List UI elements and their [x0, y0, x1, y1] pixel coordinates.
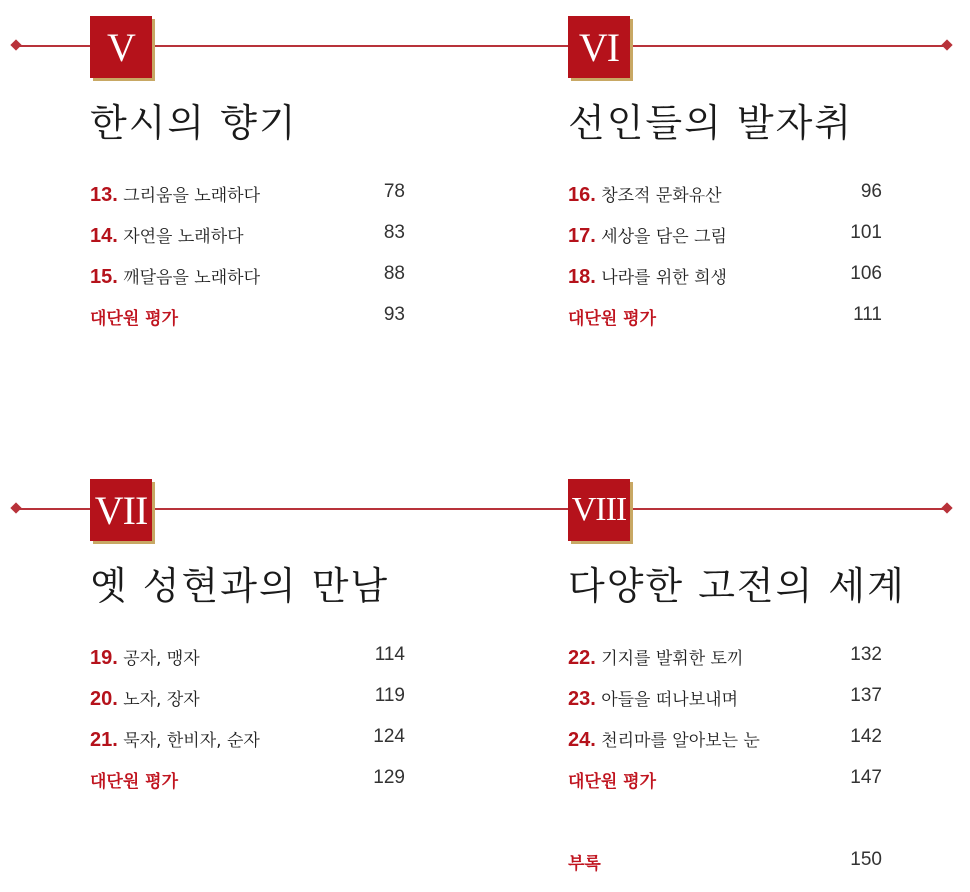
section-numeral-badge: V [90, 16, 152, 78]
entry-number: 19. [90, 647, 118, 669]
entry-number: 18. [568, 266, 596, 288]
entry-label: 자연을 노래하다 [117, 227, 244, 247]
section-rule [16, 508, 476, 510]
entry-number: 22. [568, 647, 596, 669]
entry-number: 21. [90, 729, 118, 751]
entry-number: 17. [568, 225, 596, 247]
entry-page: 83 [383, 222, 405, 243]
entry-page: 147 [850, 767, 882, 788]
toc-entry[interactable] [90, 257, 405, 298]
entry-label: 천리마를 알아보는 눈 [595, 731, 760, 751]
appendix-page: 150 [850, 849, 882, 870]
entry-page: 96 [860, 181, 882, 202]
toc-list [90, 638, 405, 802]
rule-right-diamond [941, 502, 952, 513]
entry-label: 공자, 맹자 [117, 649, 200, 669]
toc-entry[interactable] [90, 175, 405, 216]
section-rule [476, 45, 950, 47]
section-rule [16, 45, 476, 47]
entry-number: 16. [568, 184, 596, 206]
entry-page: 132 [850, 644, 882, 665]
entry-page: 129 [373, 767, 405, 788]
entry-number: 24. [568, 729, 596, 751]
entry-label: 그리움을 노래하다 [117, 186, 260, 206]
toc-entry[interactable] [90, 679, 405, 720]
toc-entry[interactable] [90, 720, 405, 761]
entry-label: 대단원 평가 [90, 772, 179, 792]
section-5 [0, 0, 470, 420]
entry-label: 창조적 문화유산 [595, 186, 722, 206]
toc-entry[interactable] [568, 216, 883, 257]
entry-number: 23. [568, 688, 596, 710]
entry-number: 15. [90, 266, 118, 288]
toc-entry[interactable] [568, 720, 883, 761]
entry-page: 78 [383, 181, 405, 202]
entry-label: 묵자, 한비자, 순자 [117, 731, 260, 751]
section-title: 옛 성현과의 만남 [90, 564, 390, 608]
toc-entry-review[interactable] [568, 761, 883, 802]
entry-number: 20. [90, 688, 118, 710]
entry-page: 106 [850, 263, 882, 284]
toc-entry[interactable] [568, 175, 883, 216]
entry-label: 아들을 떠나보내며 [595, 690, 738, 710]
toc-entry[interactable] [90, 216, 405, 257]
toc-list [568, 175, 883, 339]
toc-entry[interactable] [568, 679, 883, 720]
toc-entry-review[interactable] [90, 761, 405, 802]
section-title: 다양한 고전의 세계 [568, 564, 906, 608]
appendix-label: 부록 [568, 854, 601, 874]
toc-entry[interactable] [90, 638, 405, 679]
entry-page: 93 [383, 304, 405, 325]
toc-list [568, 638, 883, 884]
section-8 [476, 463, 946, 883]
entry-number: 13. [90, 184, 118, 206]
toc-entry-review[interactable] [568, 298, 883, 339]
entry-page: 142 [850, 726, 882, 747]
entry-page: 111 [853, 304, 882, 325]
entry-page: 137 [850, 685, 882, 706]
toc-entry-review[interactable] [90, 298, 405, 339]
rule-right-diamond [941, 39, 952, 50]
toc-entry-appendix[interactable] [568, 843, 883, 884]
section-title: 선인들의 발자취 [568, 101, 854, 145]
entry-page: 119 [374, 685, 405, 706]
section-rule [476, 508, 950, 510]
entry-label: 기지를 발휘한 토끼 [595, 649, 744, 669]
entry-label: 대단원 평가 [90, 309, 179, 329]
section-title: 한시의 향기 [90, 101, 298, 145]
entry-label: 나라를 위한 희생 [595, 268, 727, 288]
section-7 [0, 463, 470, 883]
entry-page: 124 [373, 726, 405, 747]
section-numeral-badge: VII [90, 479, 152, 541]
toc-entry[interactable] [568, 638, 883, 679]
entry-label: 대단원 평가 [568, 309, 657, 329]
toc-list [90, 175, 405, 339]
entry-number: 14. [90, 225, 118, 247]
entry-label: 깨달음을 노래하다 [117, 268, 260, 288]
entry-label: 세상을 담은 그림 [595, 227, 727, 247]
section-numeral-badge: VIII [568, 479, 630, 541]
entry-page: 114 [374, 644, 405, 665]
section-6 [476, 0, 946, 420]
entry-page: 88 [383, 263, 405, 284]
entry-label: 대단원 평가 [568, 772, 657, 792]
section-numeral-badge: VI [568, 16, 630, 78]
entry-label: 노자, 장자 [117, 690, 200, 710]
toc-entry[interactable] [568, 257, 883, 298]
entry-page: 101 [850, 222, 882, 243]
